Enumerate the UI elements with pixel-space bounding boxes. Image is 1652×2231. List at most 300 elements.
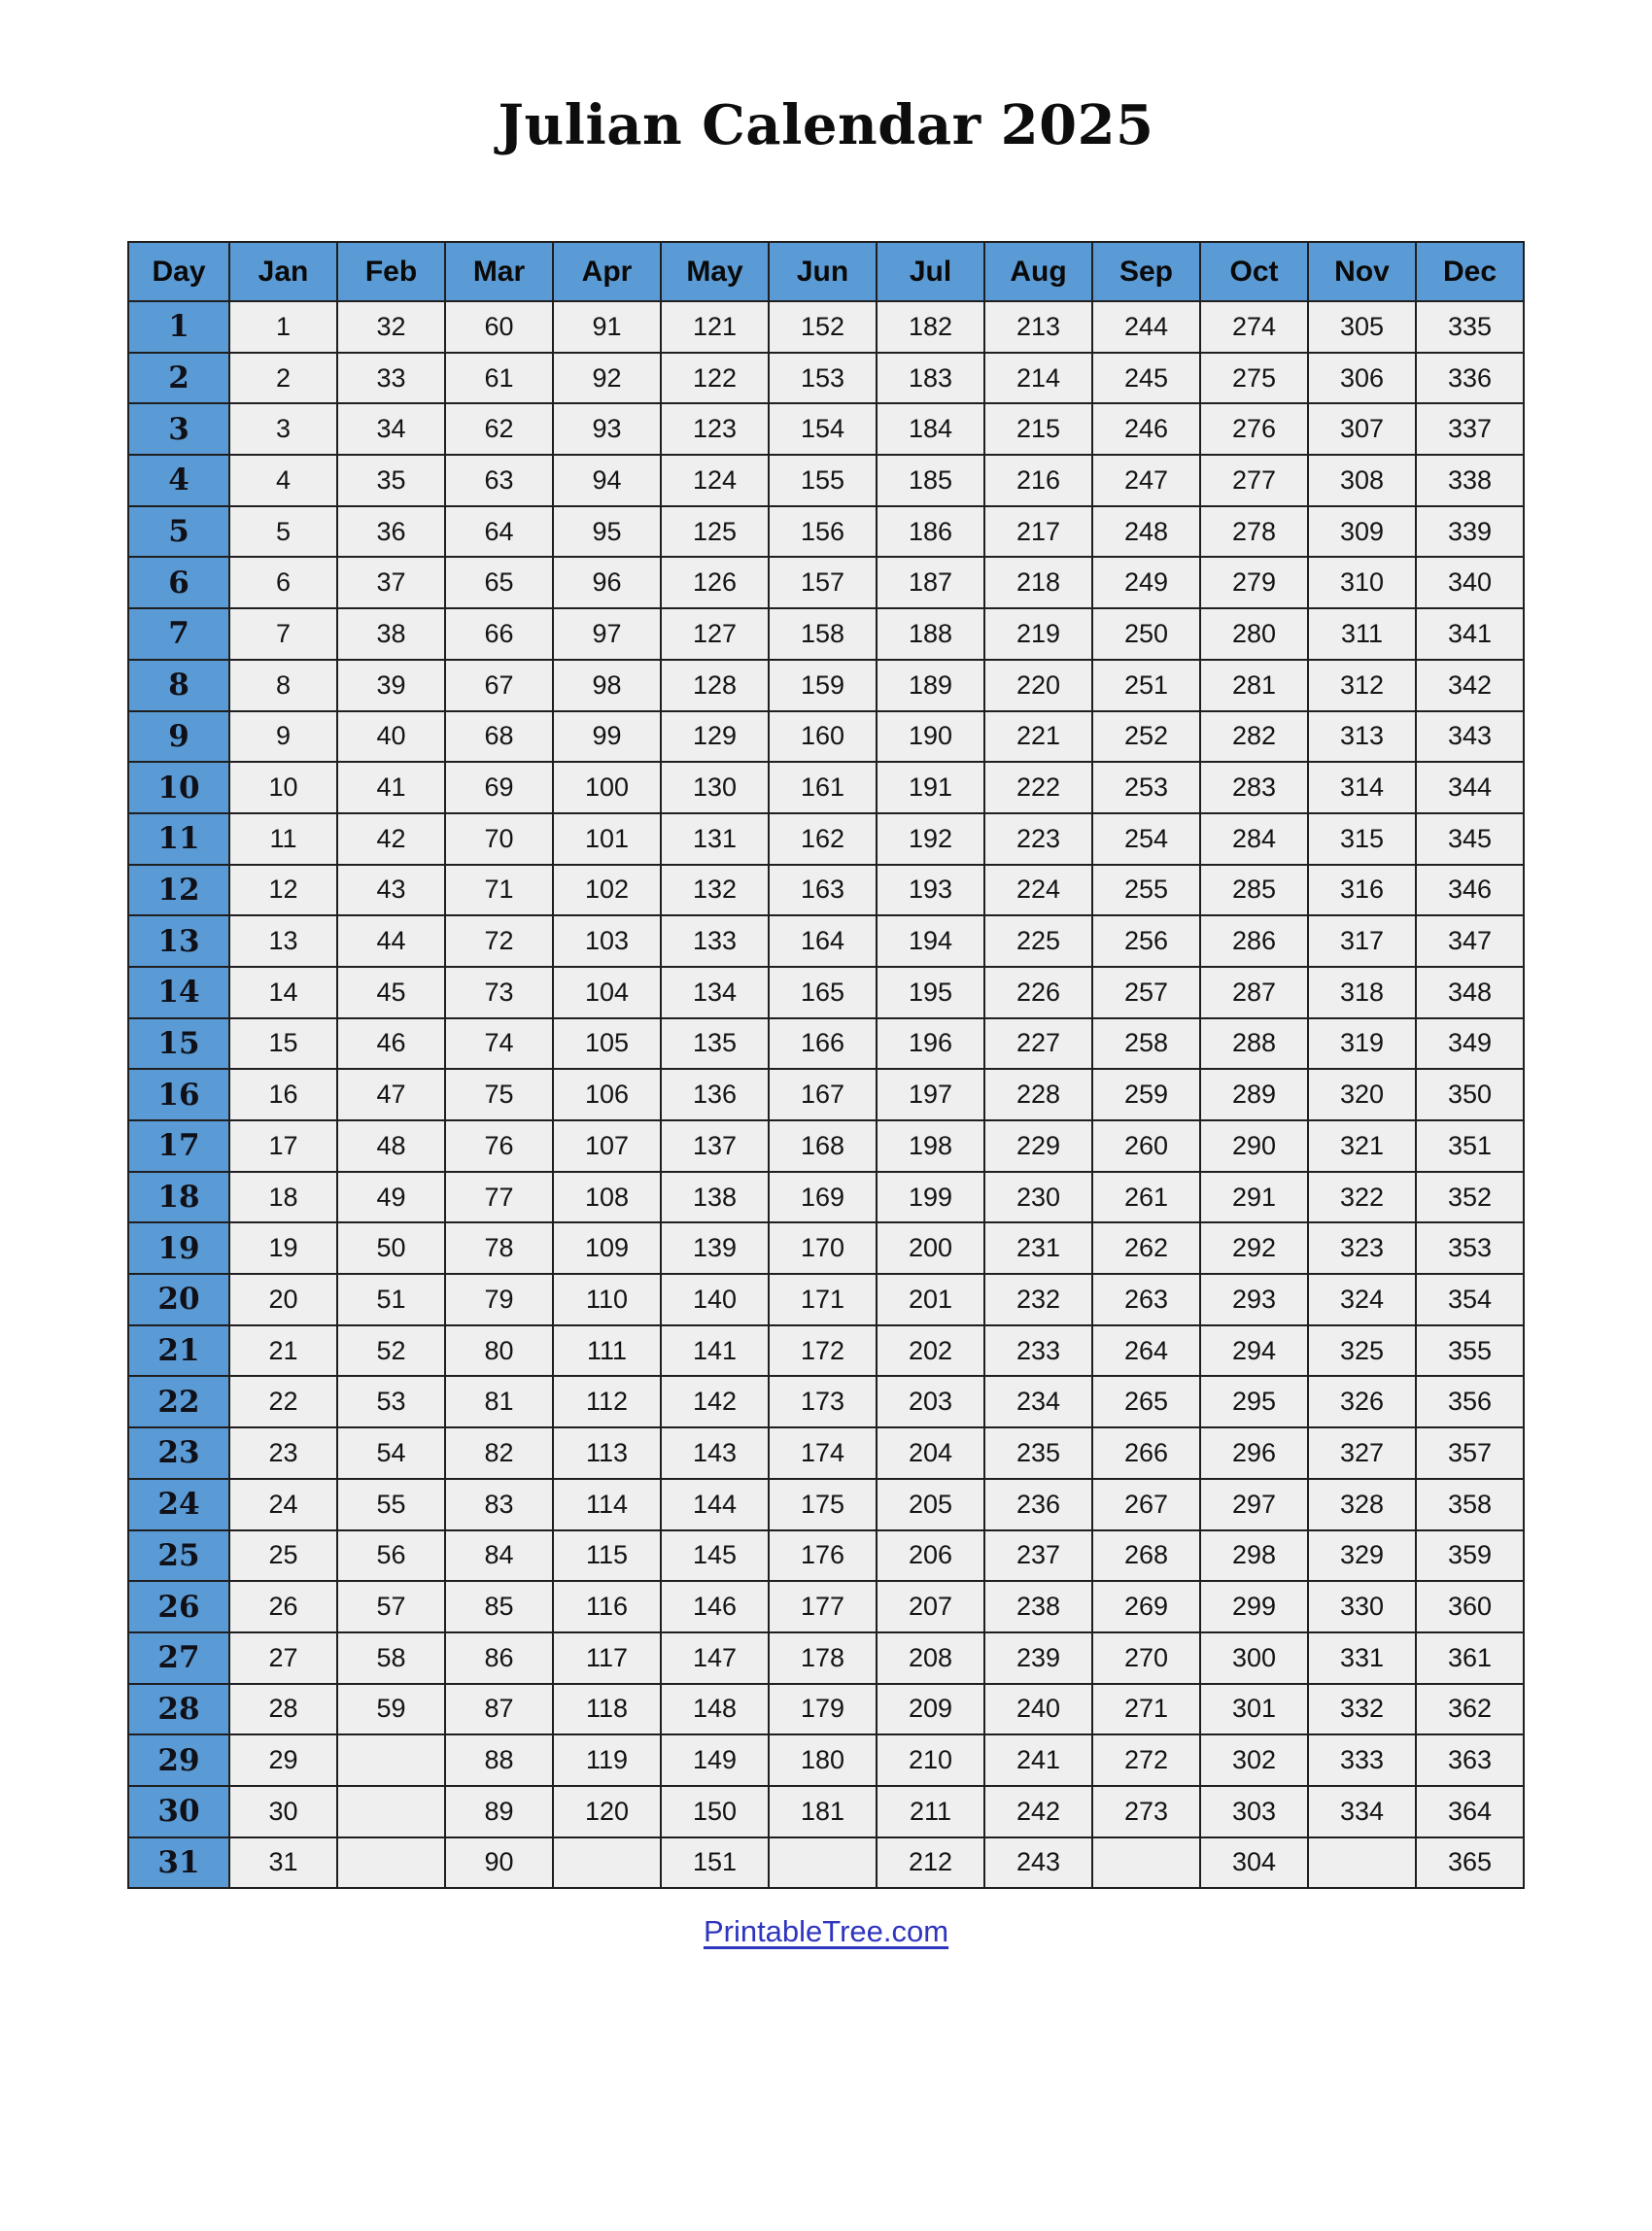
julian-day-cell-nov-2: 306 xyxy=(1308,353,1416,404)
julian-day-cell-apr-6: 96 xyxy=(553,557,661,608)
julian-day-cell-jun-9: 160 xyxy=(769,711,877,763)
julian-day-cell-jan-13: 13 xyxy=(229,915,337,967)
julian-day-cell-jun-5: 156 xyxy=(769,506,877,558)
julian-day-cell-jan-18: 18 xyxy=(229,1172,337,1223)
day-label: 9 xyxy=(128,711,229,763)
julian-day-cell-aug-26: 238 xyxy=(984,1581,1092,1632)
julian-day-cell-oct-24: 297 xyxy=(1200,1479,1308,1530)
day-label: 29 xyxy=(128,1734,229,1786)
julian-day-cell-oct-7: 280 xyxy=(1200,608,1308,660)
julian-day-cell-apr-29: 119 xyxy=(553,1734,661,1786)
day-label: 30 xyxy=(128,1786,229,1837)
julian-day-cell-may-28: 148 xyxy=(661,1684,769,1735)
day-label: 26 xyxy=(128,1581,229,1632)
julian-day-cell-nov-12: 316 xyxy=(1308,865,1416,916)
month-header-may: May xyxy=(661,242,769,301)
julian-day-cell-aug-30: 242 xyxy=(984,1786,1092,1837)
julian-day-cell-dec-3: 337 xyxy=(1416,403,1524,455)
julian-day-cell-aug-31: 243 xyxy=(984,1837,1092,1889)
julian-day-cell-aug-2: 214 xyxy=(984,353,1092,404)
julian-day-cell-jul-21: 202 xyxy=(877,1325,984,1377)
julian-day-cell-aug-15: 227 xyxy=(984,1018,1092,1070)
table-row xyxy=(128,1222,1524,1274)
julian-day-cell-oct-8: 281 xyxy=(1200,660,1308,711)
month-header-aug: Aug xyxy=(984,242,1092,301)
julian-day-cell-sep-6: 249 xyxy=(1092,557,1200,608)
julian-day-cell-jul-3: 184 xyxy=(877,403,984,455)
julian-day-cell-nov-7: 311 xyxy=(1308,608,1416,660)
month-header-jul: Jul xyxy=(877,242,984,301)
julian-day-cell-jun-15: 166 xyxy=(769,1018,877,1070)
julian-day-cell-feb-16: 47 xyxy=(337,1069,445,1120)
julian-day-cell-mar-5: 64 xyxy=(445,506,553,558)
julian-day-cell-mar-15: 74 xyxy=(445,1018,553,1070)
julian-day-cell-apr-8: 98 xyxy=(553,660,661,711)
day-label: 14 xyxy=(128,967,229,1018)
julian-day-cell-jan-31: 31 xyxy=(229,1837,337,1889)
day-label: 6 xyxy=(128,557,229,608)
julian-day-cell-jan-24: 24 xyxy=(229,1479,337,1530)
julian-day-cell-dec-23: 357 xyxy=(1416,1427,1524,1479)
julian-day-cell-may-26: 146 xyxy=(661,1581,769,1632)
julian-day-cell-nov-8: 312 xyxy=(1308,660,1416,711)
julian-day-cell-apr-4: 94 xyxy=(553,455,661,506)
julian-day-cell-jan-1: 1 xyxy=(229,301,337,353)
julian-day-cell-jul-17: 198 xyxy=(877,1120,984,1172)
julian-day-cell-oct-17: 290 xyxy=(1200,1120,1308,1172)
julian-day-cell-sep-29: 272 xyxy=(1092,1734,1200,1786)
footer xyxy=(0,1914,1652,1949)
julian-day-cell-mar-10: 69 xyxy=(445,762,553,813)
julian-day-cell-may-17: 137 xyxy=(661,1120,769,1172)
julian-day-cell-jun-6: 157 xyxy=(769,557,877,608)
julian-day-cell-may-4: 124 xyxy=(661,455,769,506)
julian-day-cell-sep-20: 263 xyxy=(1092,1274,1200,1325)
julian-day-cell-may-8: 128 xyxy=(661,660,769,711)
julian-day-cell-apr-5: 95 xyxy=(553,506,661,558)
day-label: 21 xyxy=(128,1325,229,1377)
julian-day-cell-apr-26: 116 xyxy=(553,1581,661,1632)
table-row xyxy=(128,1734,1524,1786)
julian-day-cell-jan-4: 4 xyxy=(229,455,337,506)
julian-day-cell-sep-27: 270 xyxy=(1092,1632,1200,1684)
julian-day-cell-nov-21: 325 xyxy=(1308,1325,1416,1377)
julian-table-body xyxy=(128,301,1524,1888)
julian-day-cell-sep-24: 267 xyxy=(1092,1479,1200,1530)
julian-day-cell-oct-1: 274 xyxy=(1200,301,1308,353)
day-column-header: Day xyxy=(128,242,229,301)
julian-day-cell-jun-25: 176 xyxy=(769,1530,877,1582)
julian-day-cell-jul-26: 207 xyxy=(877,1581,984,1632)
julian-day-cell-jun-8: 159 xyxy=(769,660,877,711)
day-label: 25 xyxy=(128,1530,229,1582)
julian-day-cell-jun-27: 178 xyxy=(769,1632,877,1684)
printabletree-link[interactable]: PrintableTree.com xyxy=(703,1914,949,1949)
julian-day-cell-sep-19: 262 xyxy=(1092,1222,1200,1274)
day-label: 3 xyxy=(128,403,229,455)
julian-day-cell-nov-26: 330 xyxy=(1308,1581,1416,1632)
table-row xyxy=(128,762,1524,813)
julian-day-cell-jan-15: 15 xyxy=(229,1018,337,1070)
julian-day-cell-jul-25: 206 xyxy=(877,1530,984,1582)
julian-day-cell-oct-4: 277 xyxy=(1200,455,1308,506)
julian-day-cell-oct-27: 300 xyxy=(1200,1632,1308,1684)
julian-day-cell-nov-22: 326 xyxy=(1308,1376,1416,1427)
julian-day-cell-nov-30: 334 xyxy=(1308,1786,1416,1837)
julian-day-cell-feb-9: 40 xyxy=(337,711,445,763)
julian-day-cell-jun-26: 177 xyxy=(769,1581,877,1632)
julian-day-cell-feb-30 xyxy=(337,1786,445,1837)
julian-day-cell-feb-18: 49 xyxy=(337,1172,445,1223)
day-label: 15 xyxy=(128,1018,229,1070)
julian-day-cell-jan-3: 3 xyxy=(229,403,337,455)
day-label: 7 xyxy=(128,608,229,660)
julian-day-cell-jul-14: 195 xyxy=(877,967,984,1018)
julian-day-cell-oct-21: 294 xyxy=(1200,1325,1308,1377)
julian-day-cell-nov-1: 305 xyxy=(1308,301,1416,353)
julian-day-cell-jan-12: 12 xyxy=(229,865,337,916)
julian-day-cell-may-5: 125 xyxy=(661,506,769,558)
julian-day-cell-jul-1: 182 xyxy=(877,301,984,353)
julian-day-cell-may-11: 131 xyxy=(661,813,769,865)
table-row xyxy=(128,557,1524,608)
julian-calendar-table xyxy=(127,241,1525,1889)
julian-day-cell-dec-7: 341 xyxy=(1416,608,1524,660)
julian-day-cell-jun-18: 169 xyxy=(769,1172,877,1223)
julian-day-cell-jun-31 xyxy=(769,1837,877,1889)
month-header-jan: Jan xyxy=(229,242,337,301)
julian-day-cell-jan-28: 28 xyxy=(229,1684,337,1735)
table-row xyxy=(128,711,1524,763)
table-row xyxy=(128,1427,1524,1479)
julian-day-cell-nov-20: 324 xyxy=(1308,1274,1416,1325)
julian-day-cell-may-13: 133 xyxy=(661,915,769,967)
julian-day-cell-nov-16: 320 xyxy=(1308,1069,1416,1120)
day-label: 22 xyxy=(128,1376,229,1427)
julian-day-cell-sep-3: 246 xyxy=(1092,403,1200,455)
julian-day-cell-dec-11: 345 xyxy=(1416,813,1524,865)
table-row xyxy=(128,1325,1524,1377)
julian-day-cell-jun-4: 155 xyxy=(769,455,877,506)
julian-day-cell-apr-14: 104 xyxy=(553,967,661,1018)
day-label: 13 xyxy=(128,915,229,967)
julian-day-cell-feb-19: 50 xyxy=(337,1222,445,1274)
header-row xyxy=(128,242,1524,301)
day-label: 31 xyxy=(128,1837,229,1889)
julian-day-cell-dec-9: 343 xyxy=(1416,711,1524,763)
julian-day-cell-oct-2: 275 xyxy=(1200,353,1308,404)
julian-day-cell-apr-19: 109 xyxy=(553,1222,661,1274)
julian-day-cell-jul-2: 183 xyxy=(877,353,984,404)
julian-day-cell-may-7: 127 xyxy=(661,608,769,660)
julian-day-cell-nov-28: 332 xyxy=(1308,1684,1416,1735)
julian-day-cell-jun-19: 170 xyxy=(769,1222,877,1274)
table-row xyxy=(128,506,1524,558)
julian-day-cell-sep-10: 253 xyxy=(1092,762,1200,813)
table-row xyxy=(128,865,1524,916)
julian-day-cell-may-14: 134 xyxy=(661,967,769,1018)
julian-day-cell-mar-14: 73 xyxy=(445,967,553,1018)
page xyxy=(0,93,1652,2231)
julian-day-cell-jun-29: 180 xyxy=(769,1734,877,1786)
table-row xyxy=(128,1530,1524,1582)
table-row xyxy=(128,1018,1524,1070)
julian-day-cell-jul-27: 208 xyxy=(877,1632,984,1684)
month-header-mar: Mar xyxy=(445,242,553,301)
julian-day-cell-feb-7: 38 xyxy=(337,608,445,660)
table-row xyxy=(128,1069,1524,1120)
julian-day-cell-jul-7: 188 xyxy=(877,608,984,660)
julian-day-cell-feb-28: 59 xyxy=(337,1684,445,1735)
julian-day-cell-jul-28: 209 xyxy=(877,1684,984,1735)
table-row xyxy=(128,1684,1524,1735)
julian-day-cell-apr-27: 117 xyxy=(553,1632,661,1684)
julian-day-cell-oct-18: 291 xyxy=(1200,1172,1308,1223)
julian-day-cell-nov-5: 309 xyxy=(1308,506,1416,558)
julian-day-cell-aug-29: 241 xyxy=(984,1734,1092,1786)
julian-day-cell-nov-24: 328 xyxy=(1308,1479,1416,1530)
julian-day-cell-jul-20: 201 xyxy=(877,1274,984,1325)
julian-day-cell-mar-19: 78 xyxy=(445,1222,553,1274)
julian-day-cell-feb-13: 44 xyxy=(337,915,445,967)
julian-day-cell-mar-26: 85 xyxy=(445,1581,553,1632)
julian-day-cell-jun-10: 161 xyxy=(769,762,877,813)
julian-day-cell-oct-9: 282 xyxy=(1200,711,1308,763)
julian-day-cell-aug-27: 239 xyxy=(984,1632,1092,1684)
julian-day-cell-mar-23: 82 xyxy=(445,1427,553,1479)
julian-day-cell-sep-18: 261 xyxy=(1092,1172,1200,1223)
julian-day-cell-mar-27: 86 xyxy=(445,1632,553,1684)
julian-day-cell-sep-31 xyxy=(1092,1837,1200,1889)
julian-day-cell-nov-10: 314 xyxy=(1308,762,1416,813)
julian-day-cell-dec-16: 350 xyxy=(1416,1069,1524,1120)
julian-day-cell-sep-8: 251 xyxy=(1092,660,1200,711)
julian-day-cell-may-30: 150 xyxy=(661,1786,769,1837)
julian-day-cell-aug-18: 230 xyxy=(984,1172,1092,1223)
day-label: 19 xyxy=(128,1222,229,1274)
julian-day-cell-aug-5: 217 xyxy=(984,506,1092,558)
julian-day-cell-jul-9: 190 xyxy=(877,711,984,763)
julian-day-cell-jul-13: 194 xyxy=(877,915,984,967)
julian-day-cell-mar-3: 62 xyxy=(445,403,553,455)
table-row xyxy=(128,301,1524,353)
julian-day-cell-apr-22: 112 xyxy=(553,1376,661,1427)
julian-day-cell-aug-7: 219 xyxy=(984,608,1092,660)
julian-day-cell-aug-16: 228 xyxy=(984,1069,1092,1120)
julian-day-cell-dec-30: 364 xyxy=(1416,1786,1524,1837)
day-label: 2 xyxy=(128,353,229,404)
julian-day-cell-mar-16: 75 xyxy=(445,1069,553,1120)
julian-day-cell-jan-17: 17 xyxy=(229,1120,337,1172)
julian-day-cell-mar-28: 87 xyxy=(445,1684,553,1735)
julian-day-cell-oct-30: 303 xyxy=(1200,1786,1308,1837)
julian-day-cell-mar-4: 63 xyxy=(445,455,553,506)
julian-day-cell-sep-12: 255 xyxy=(1092,865,1200,916)
julian-day-cell-nov-9: 313 xyxy=(1308,711,1416,763)
julian-day-cell-oct-31: 304 xyxy=(1200,1837,1308,1889)
julian-day-cell-oct-14: 287 xyxy=(1200,967,1308,1018)
julian-day-cell-oct-10: 283 xyxy=(1200,762,1308,813)
julian-day-cell-jul-23: 204 xyxy=(877,1427,984,1479)
julian-day-cell-oct-15: 288 xyxy=(1200,1018,1308,1070)
julian-day-cell-dec-14: 348 xyxy=(1416,967,1524,1018)
julian-day-cell-jul-11: 192 xyxy=(877,813,984,865)
table-row xyxy=(128,1274,1524,1325)
julian-day-cell-jan-14: 14 xyxy=(229,967,337,1018)
julian-day-cell-may-27: 147 xyxy=(661,1632,769,1684)
julian-day-cell-oct-3: 276 xyxy=(1200,403,1308,455)
julian-day-cell-jan-7: 7 xyxy=(229,608,337,660)
day-label: 16 xyxy=(128,1069,229,1120)
julian-day-cell-jun-11: 162 xyxy=(769,813,877,865)
julian-day-cell-feb-10: 41 xyxy=(337,762,445,813)
julian-day-cell-oct-28: 301 xyxy=(1200,1684,1308,1735)
julian-day-cell-jul-30: 211 xyxy=(877,1786,984,1837)
julian-day-cell-oct-23: 296 xyxy=(1200,1427,1308,1479)
julian-day-cell-sep-28: 271 xyxy=(1092,1684,1200,1735)
julian-day-cell-aug-8: 220 xyxy=(984,660,1092,711)
julian-day-cell-oct-12: 285 xyxy=(1200,865,1308,916)
julian-day-cell-dec-18: 352 xyxy=(1416,1172,1524,1223)
julian-day-cell-apr-3: 93 xyxy=(553,403,661,455)
julian-day-cell-jun-1: 152 xyxy=(769,301,877,353)
julian-day-cell-dec-8: 342 xyxy=(1416,660,1524,711)
julian-day-cell-aug-11: 223 xyxy=(984,813,1092,865)
table-row xyxy=(128,967,1524,1018)
julian-day-cell-mar-21: 80 xyxy=(445,1325,553,1377)
julian-day-cell-sep-13: 256 xyxy=(1092,915,1200,967)
julian-day-cell-oct-20: 293 xyxy=(1200,1274,1308,1325)
julian-day-cell-jan-19: 19 xyxy=(229,1222,337,1274)
julian-day-cell-nov-27: 331 xyxy=(1308,1632,1416,1684)
julian-day-cell-aug-17: 229 xyxy=(984,1120,1092,1172)
julian-day-cell-nov-15: 319 xyxy=(1308,1018,1416,1070)
julian-day-cell-apr-18: 108 xyxy=(553,1172,661,1223)
julian-day-cell-mar-24: 83 xyxy=(445,1479,553,1530)
julian-day-cell-apr-25: 115 xyxy=(553,1530,661,1582)
julian-day-cell-dec-21: 355 xyxy=(1416,1325,1524,1377)
julian-day-cell-may-22: 142 xyxy=(661,1376,769,1427)
julian-day-cell-jul-22: 203 xyxy=(877,1376,984,1427)
day-label: 27 xyxy=(128,1632,229,1684)
julian-day-cell-apr-1: 91 xyxy=(553,301,661,353)
julian-day-cell-feb-4: 35 xyxy=(337,455,445,506)
julian-day-cell-aug-3: 215 xyxy=(984,403,1092,455)
julian-day-cell-mar-7: 66 xyxy=(445,608,553,660)
julian-day-cell-may-6: 126 xyxy=(661,557,769,608)
julian-day-cell-apr-24: 114 xyxy=(553,1479,661,1530)
julian-day-cell-dec-6: 340 xyxy=(1416,557,1524,608)
julian-day-cell-may-24: 144 xyxy=(661,1479,769,1530)
julian-day-cell-dec-20: 354 xyxy=(1416,1274,1524,1325)
julian-day-cell-nov-31 xyxy=(1308,1837,1416,1889)
julian-day-cell-jan-5: 5 xyxy=(229,506,337,558)
month-header-jun: Jun xyxy=(769,242,877,301)
julian-day-cell-sep-16: 259 xyxy=(1092,1069,1200,1120)
julian-day-cell-feb-27: 58 xyxy=(337,1632,445,1684)
day-label: 28 xyxy=(128,1684,229,1735)
julian-day-cell-dec-12: 346 xyxy=(1416,865,1524,916)
julian-day-cell-feb-24: 55 xyxy=(337,1479,445,1530)
julian-day-cell-dec-28: 362 xyxy=(1416,1684,1524,1735)
julian-day-cell-aug-4: 216 xyxy=(984,455,1092,506)
julian-day-cell-sep-7: 250 xyxy=(1092,608,1200,660)
julian-day-cell-aug-20: 232 xyxy=(984,1274,1092,1325)
julian-day-cell-feb-5: 36 xyxy=(337,506,445,558)
julian-day-cell-feb-3: 34 xyxy=(337,403,445,455)
julian-day-cell-mar-12: 71 xyxy=(445,865,553,916)
table-row xyxy=(128,608,1524,660)
julian-day-cell-jan-22: 22 xyxy=(229,1376,337,1427)
table-row xyxy=(128,915,1524,967)
julian-day-cell-mar-18: 77 xyxy=(445,1172,553,1223)
julian-day-cell-jun-2: 153 xyxy=(769,353,877,404)
julian-day-cell-mar-6: 65 xyxy=(445,557,553,608)
julian-day-cell-apr-9: 99 xyxy=(553,711,661,763)
julian-day-cell-sep-2: 245 xyxy=(1092,353,1200,404)
julian-day-cell-mar-20: 79 xyxy=(445,1274,553,1325)
table-row xyxy=(128,660,1524,711)
day-label: 10 xyxy=(128,762,229,813)
julian-day-cell-nov-29: 333 xyxy=(1308,1734,1416,1786)
julian-day-cell-aug-6: 218 xyxy=(984,557,1092,608)
julian-day-cell-apr-7: 97 xyxy=(553,608,661,660)
julian-day-cell-feb-6: 37 xyxy=(337,557,445,608)
day-label: 8 xyxy=(128,660,229,711)
day-label: 12 xyxy=(128,865,229,916)
table-row xyxy=(128,1581,1524,1632)
julian-day-cell-aug-10: 222 xyxy=(984,762,1092,813)
julian-day-cell-dec-31: 365 xyxy=(1416,1837,1524,1889)
julian-day-cell-jun-7: 158 xyxy=(769,608,877,660)
julian-day-cell-apr-16: 106 xyxy=(553,1069,661,1120)
julian-day-cell-may-31: 151 xyxy=(661,1837,769,1889)
julian-day-cell-mar-25: 84 xyxy=(445,1530,553,1582)
month-header-dec: Dec xyxy=(1416,242,1524,301)
julian-day-cell-apr-17: 107 xyxy=(553,1120,661,1172)
day-label: 11 xyxy=(128,813,229,865)
julian-day-cell-jul-16: 197 xyxy=(877,1069,984,1120)
julian-day-cell-jun-21: 172 xyxy=(769,1325,877,1377)
julian-day-cell-nov-23: 327 xyxy=(1308,1427,1416,1479)
day-label: 4 xyxy=(128,455,229,506)
julian-day-cell-apr-11: 101 xyxy=(553,813,661,865)
julian-day-cell-jan-10: 10 xyxy=(229,762,337,813)
julian-day-cell-apr-21: 111 xyxy=(553,1325,661,1377)
julian-day-cell-sep-4: 247 xyxy=(1092,455,1200,506)
julian-day-cell-dec-1: 335 xyxy=(1416,301,1524,353)
julian-day-cell-jan-6: 6 xyxy=(229,557,337,608)
table-row xyxy=(128,1376,1524,1427)
julian-day-cell-jan-8: 8 xyxy=(229,660,337,711)
table-row xyxy=(128,403,1524,455)
julian-day-cell-mar-1: 60 xyxy=(445,301,553,353)
julian-day-cell-jan-26: 26 xyxy=(229,1581,337,1632)
julian-day-cell-dec-27: 361 xyxy=(1416,1632,1524,1684)
julian-day-cell-may-2: 122 xyxy=(661,353,769,404)
julian-day-cell-jul-18: 199 xyxy=(877,1172,984,1223)
julian-day-cell-sep-22: 265 xyxy=(1092,1376,1200,1427)
julian-day-cell-feb-17: 48 xyxy=(337,1120,445,1172)
julian-day-cell-sep-14: 257 xyxy=(1092,967,1200,1018)
julian-day-cell-sep-25: 268 xyxy=(1092,1530,1200,1582)
julian-day-cell-feb-25: 56 xyxy=(337,1530,445,1582)
julian-day-cell-oct-6: 279 xyxy=(1200,557,1308,608)
julian-day-cell-jan-23: 23 xyxy=(229,1427,337,1479)
julian-day-cell-aug-19: 231 xyxy=(984,1222,1092,1274)
julian-day-cell-oct-13: 286 xyxy=(1200,915,1308,967)
julian-day-cell-nov-13: 317 xyxy=(1308,915,1416,967)
